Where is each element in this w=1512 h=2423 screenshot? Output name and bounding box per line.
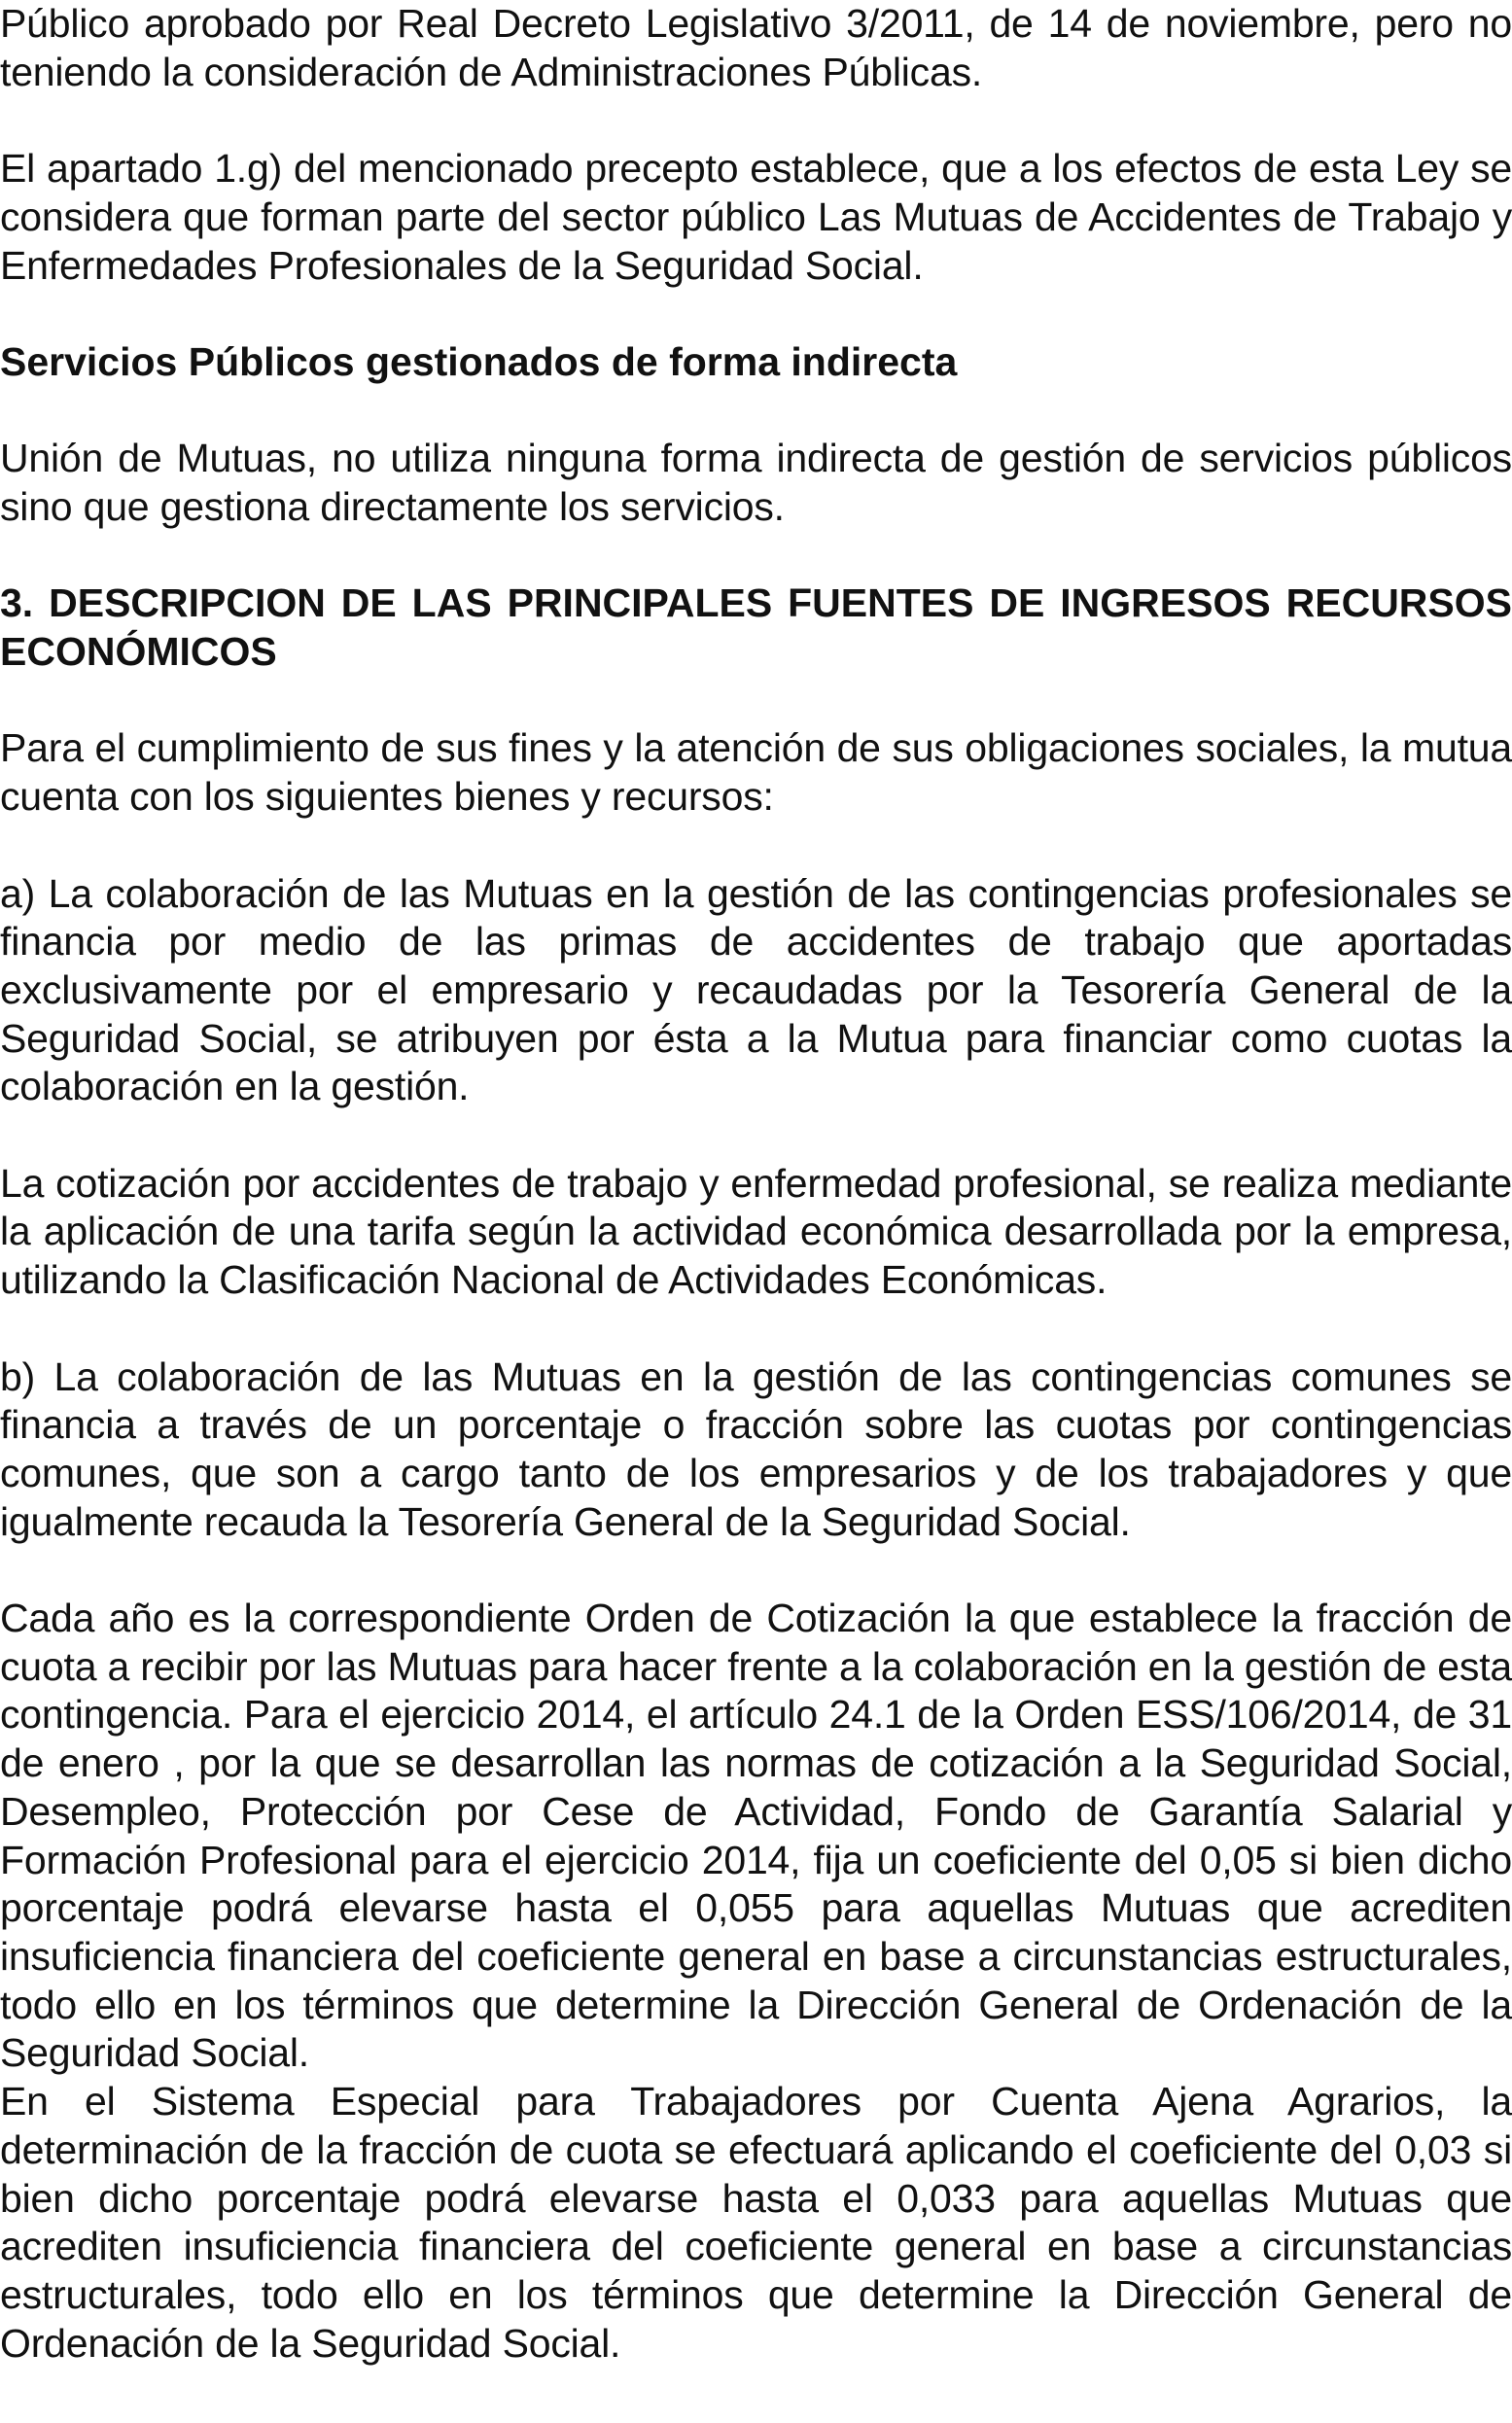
- spacer: [0, 1305, 1512, 1353]
- spacer: [0, 387, 1512, 436]
- paragraph-bienes-recursos: Para el cumplimiento de sus fines y la atención de sus obligaciones sociales, la mutua cuenta con los siguientes bienes y recursos:: [0, 725, 1512, 820]
- heading-servicios-publicos: Servicios Públicos gestionados de forma indirecta: [0, 338, 958, 384]
- paragraph-union-mutuas: Unión de Mutuas, no utiliza ninguna forma indirecta de gestión de servicios públicos sino que gestiona directamente los servicios.: [0, 436, 1512, 529]
- spacer: [0, 822, 1512, 870]
- paragraph-apartado: El apartado 1.g) del mencionado precepto establece, que a los efectos de esta Ley se considera que forman parte del sector público Las Mutuas de Accidentes de Trabajo y Enfermedades Profesionales de la Seguridad Social.: [0, 146, 1512, 288]
- spacer: [0, 677, 1512, 725]
- heading-fuentes-ingresos: 3. DESCRIPCION DE LAS PRINCIPALES FUENTES DE INGRESOS RECURSOS ECONÓMICOS: [0, 580, 1512, 675]
- spacer: [0, 290, 1512, 338]
- paragraph-cotizacion: La cotización por accidentes de trabajo y enfermedad profesional, se realiza mediante la aplicación de una tarifa según la actividad económica desarrollada por la empresa, utilizando la Clasificación Nacional de Actividades Económicas.: [0, 1160, 1512, 1303]
- paragraph-orden-cotizacion: Cada año es la correspondiente Orden de Cotización la que establece la fracción de cuota a recibir por las Mutuas para hacer frente a la colaboración en la gestión de esta contingencia. Para el ejercicio 2014, el artículo 24.1 de la Orden ESS/106/2014, de 31 de enero , por la que se desarrollan las normas de cotización a la Seguridad Social, Desempleo, Protección por Cese de Actividad, Fondo de Garantía Salarial y Formación Profesional para el ejercicio 2014, fija un coeficiente del 0,05 si bien dicho porcentaje podrá elevarse hasta el 0,055 para aquellas Mutuas que acrediten insuficiencia financiera del coeficiente general en base a circunstancias estructurales, todo ello en los términos que determine la Dirección General de Ordenación de la Seguridad Social.: [0, 1596, 1512, 2076]
- paragraph-sistema-agrario: En el Sistema Especial para Trabajadores por Cuenta Ajena Agrarios, la determinación de la fracción de cuota se efectuará aplicando el coeficiente del 0,03 si bien dicho porcentaje podrá elevarse hasta el 0,033 para aquellas Mutuas que acrediten insuficiencia financiera del coeficiente general en base a circunstancias estructurales, todo ello en los términos que determine la Dirección General de Ordenación de la Seguridad Social.: [0, 2079, 1512, 2366]
- spacer: [0, 532, 1512, 580]
- paragraph-contingencias-profesionales: a) La colaboración de las Mutuas en la gestión de las contingencias profesionales se financia por medio de las primas de accidentes de trabajo que aportadas exclusivamente por el empresario y recaudadas por la Tesorería General de la Seguridad Social, se atribuyen por ésta a la Mutua para financiar como cuotas la colaboración en la gestión.: [0, 870, 1512, 1109]
- spacer: [0, 1546, 1512, 1595]
- spacer: [0, 1111, 1512, 1160]
- paragraph-public-sector: Público aprobado por Real Decreto Legislativo 3/2011, de 14 de noviembre, pero no teniendo la consideración de Administraciones Públicas.: [0, 1, 1512, 94]
- paragraph-contingencias-comunes: b) La colaboración de las Mutuas en la gestión de las contingencias comunes se financia a través de un porcentaje o fracción sobre las cuotas por contingencias comunes, que son a cargo tanto de los empresarios y de los trabajadores y que igualmente recauda la Tesorería General de la Seguridad Social.: [0, 1353, 1512, 1544]
- spacer: [0, 96, 1512, 145]
